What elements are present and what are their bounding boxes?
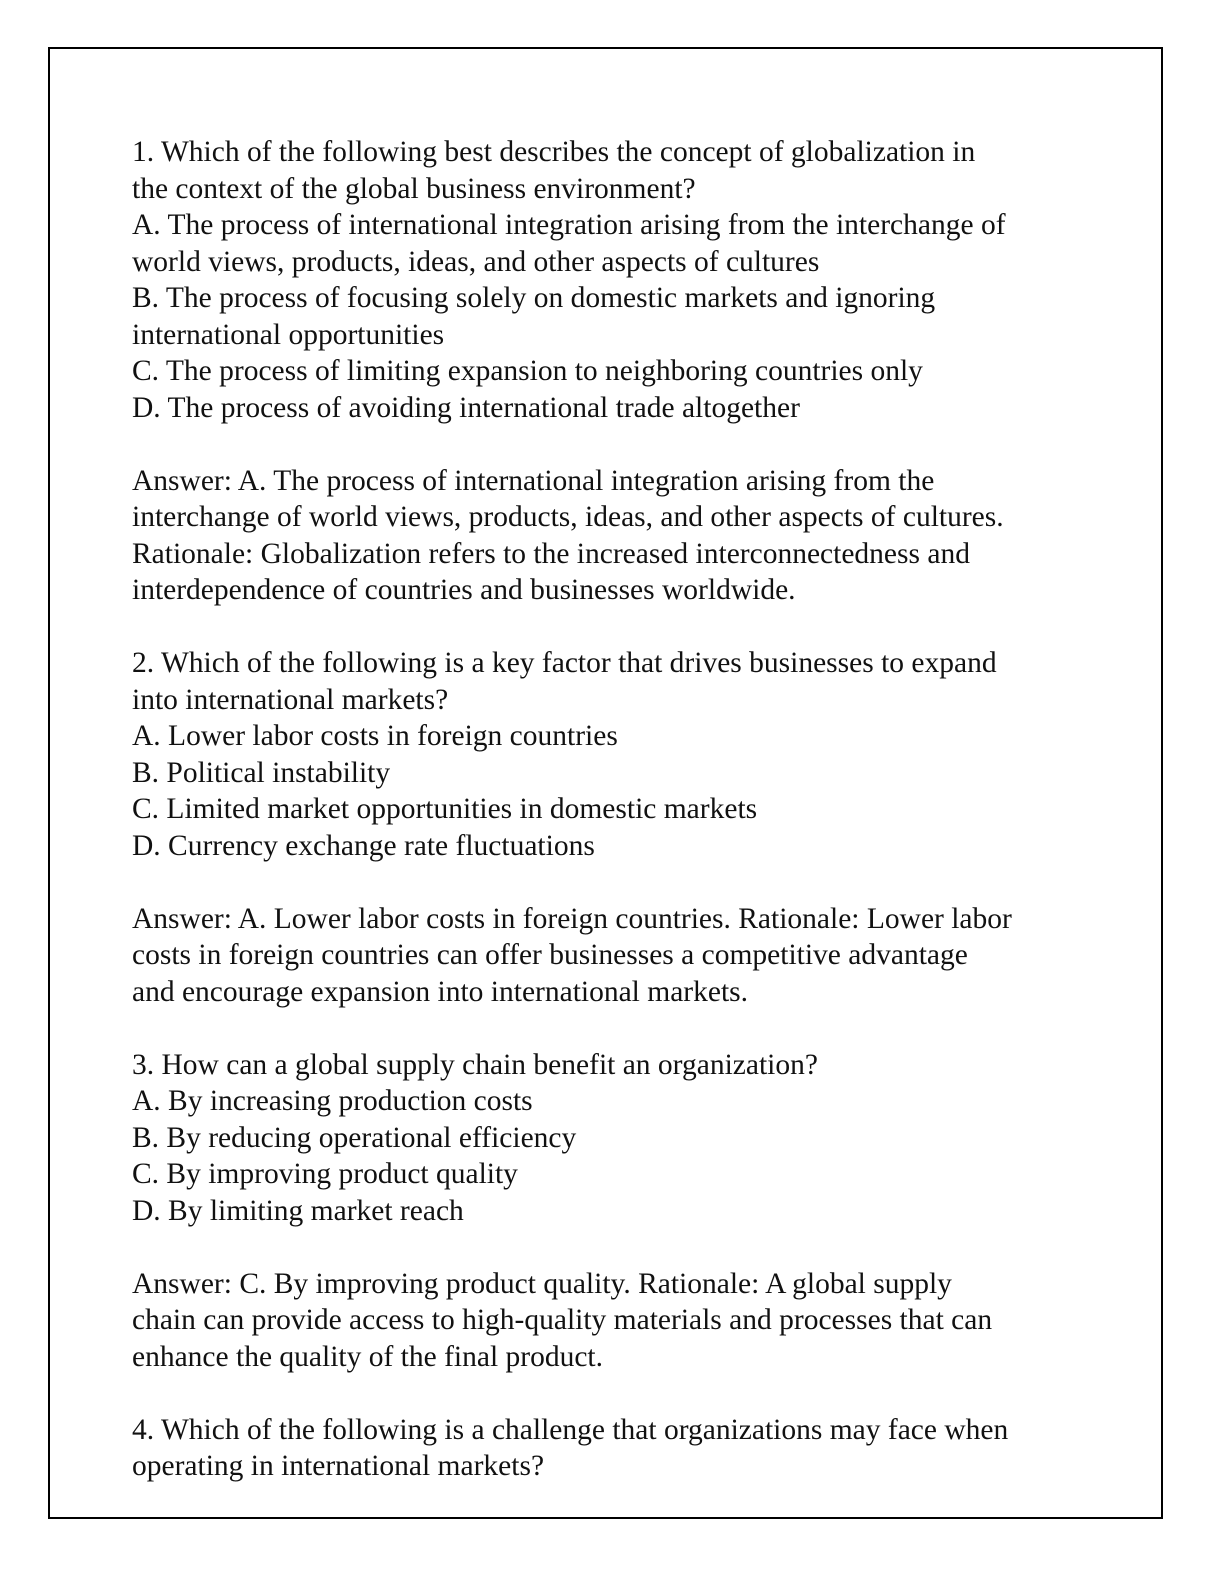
answer-text-line: Answer: C. By improving product quality. Rationale: A global supply xyxy=(132,1267,952,1300)
answer-2 xyxy=(132,901,1092,1011)
answer-1 xyxy=(132,463,1092,609)
option-a: A. The process of international integration arising from the interchange of xyxy=(132,209,1006,241)
answer-text-line: chain can provide access to high-quality materials and processes that can xyxy=(132,1304,993,1336)
option-b: B. By reducing operational efficiency xyxy=(132,1121,577,1154)
question-4 xyxy=(132,1412,1092,1485)
question-3 xyxy=(132,1047,1092,1230)
option-d: D. Currency exchange rate fluctuations xyxy=(132,829,595,862)
question-text-line: operating in international markets? xyxy=(132,1450,545,1482)
question-text-line: the context of the global business environment? xyxy=(132,172,696,205)
option-b: B. The process of focusing solely on domestic markets and ignoring xyxy=(132,282,936,314)
option-a: A. By increasing production costs xyxy=(132,1085,533,1117)
answer-text-line: and encourage expansion into international markets. xyxy=(132,975,749,1008)
option-c: C. The process of limiting expansion to neighboring countries only xyxy=(132,355,923,387)
option-a-cont: world views, products, ideas, and other aspects of cultures xyxy=(132,245,820,278)
answer-text-line: interchange of world views, products, ideas, and other aspects of cultures. xyxy=(132,501,1004,533)
answer-3 xyxy=(132,1266,1092,1376)
question-text-line: 1. Which of the following best describes the concept of globalization in xyxy=(132,136,976,168)
document-body xyxy=(132,134,1092,1485)
question-text-line: 2. Which of the following is a key factor that drives businesses to expand xyxy=(132,647,997,679)
option-b: B. Political instability xyxy=(132,756,391,789)
answer-text-line: interdependence of countries and businesses worldwide. xyxy=(132,574,796,606)
answer-text-line: Rationale: Globalization refers to the increased interconnectedness and xyxy=(132,537,970,570)
question-text-line: into international markets? xyxy=(132,683,449,716)
option-c: C. By improving product quality xyxy=(132,1158,518,1190)
option-a: A. Lower labor costs in foreign countries xyxy=(132,720,618,752)
answer-text-line: costs in foreign countries can offer businesses a competitive advantage xyxy=(132,939,968,971)
question-text-line: 4. Which of the following is a challenge that organizations may face when xyxy=(132,1413,1009,1446)
question-1 xyxy=(132,134,1092,426)
option-d: D. The process of avoiding international trade altogether xyxy=(132,391,800,424)
answer-text-line: enhance the quality of the final product. xyxy=(132,1340,604,1373)
answer-text-line: Answer: A. The process of international integration arising from the xyxy=(132,464,935,497)
option-b-cont: international opportunities xyxy=(132,318,445,351)
question-2 xyxy=(132,645,1092,864)
option-c: C. Limited market opportunities in domestic markets xyxy=(132,793,758,825)
answer-text-line: Answer: A. Lower labor costs in foreign countries. Rationale: Lower labor xyxy=(132,902,1012,935)
option-d: D. By limiting market reach xyxy=(132,1194,464,1227)
question-text-line: 3. How can a global supply chain benefit an organization? xyxy=(132,1048,818,1081)
